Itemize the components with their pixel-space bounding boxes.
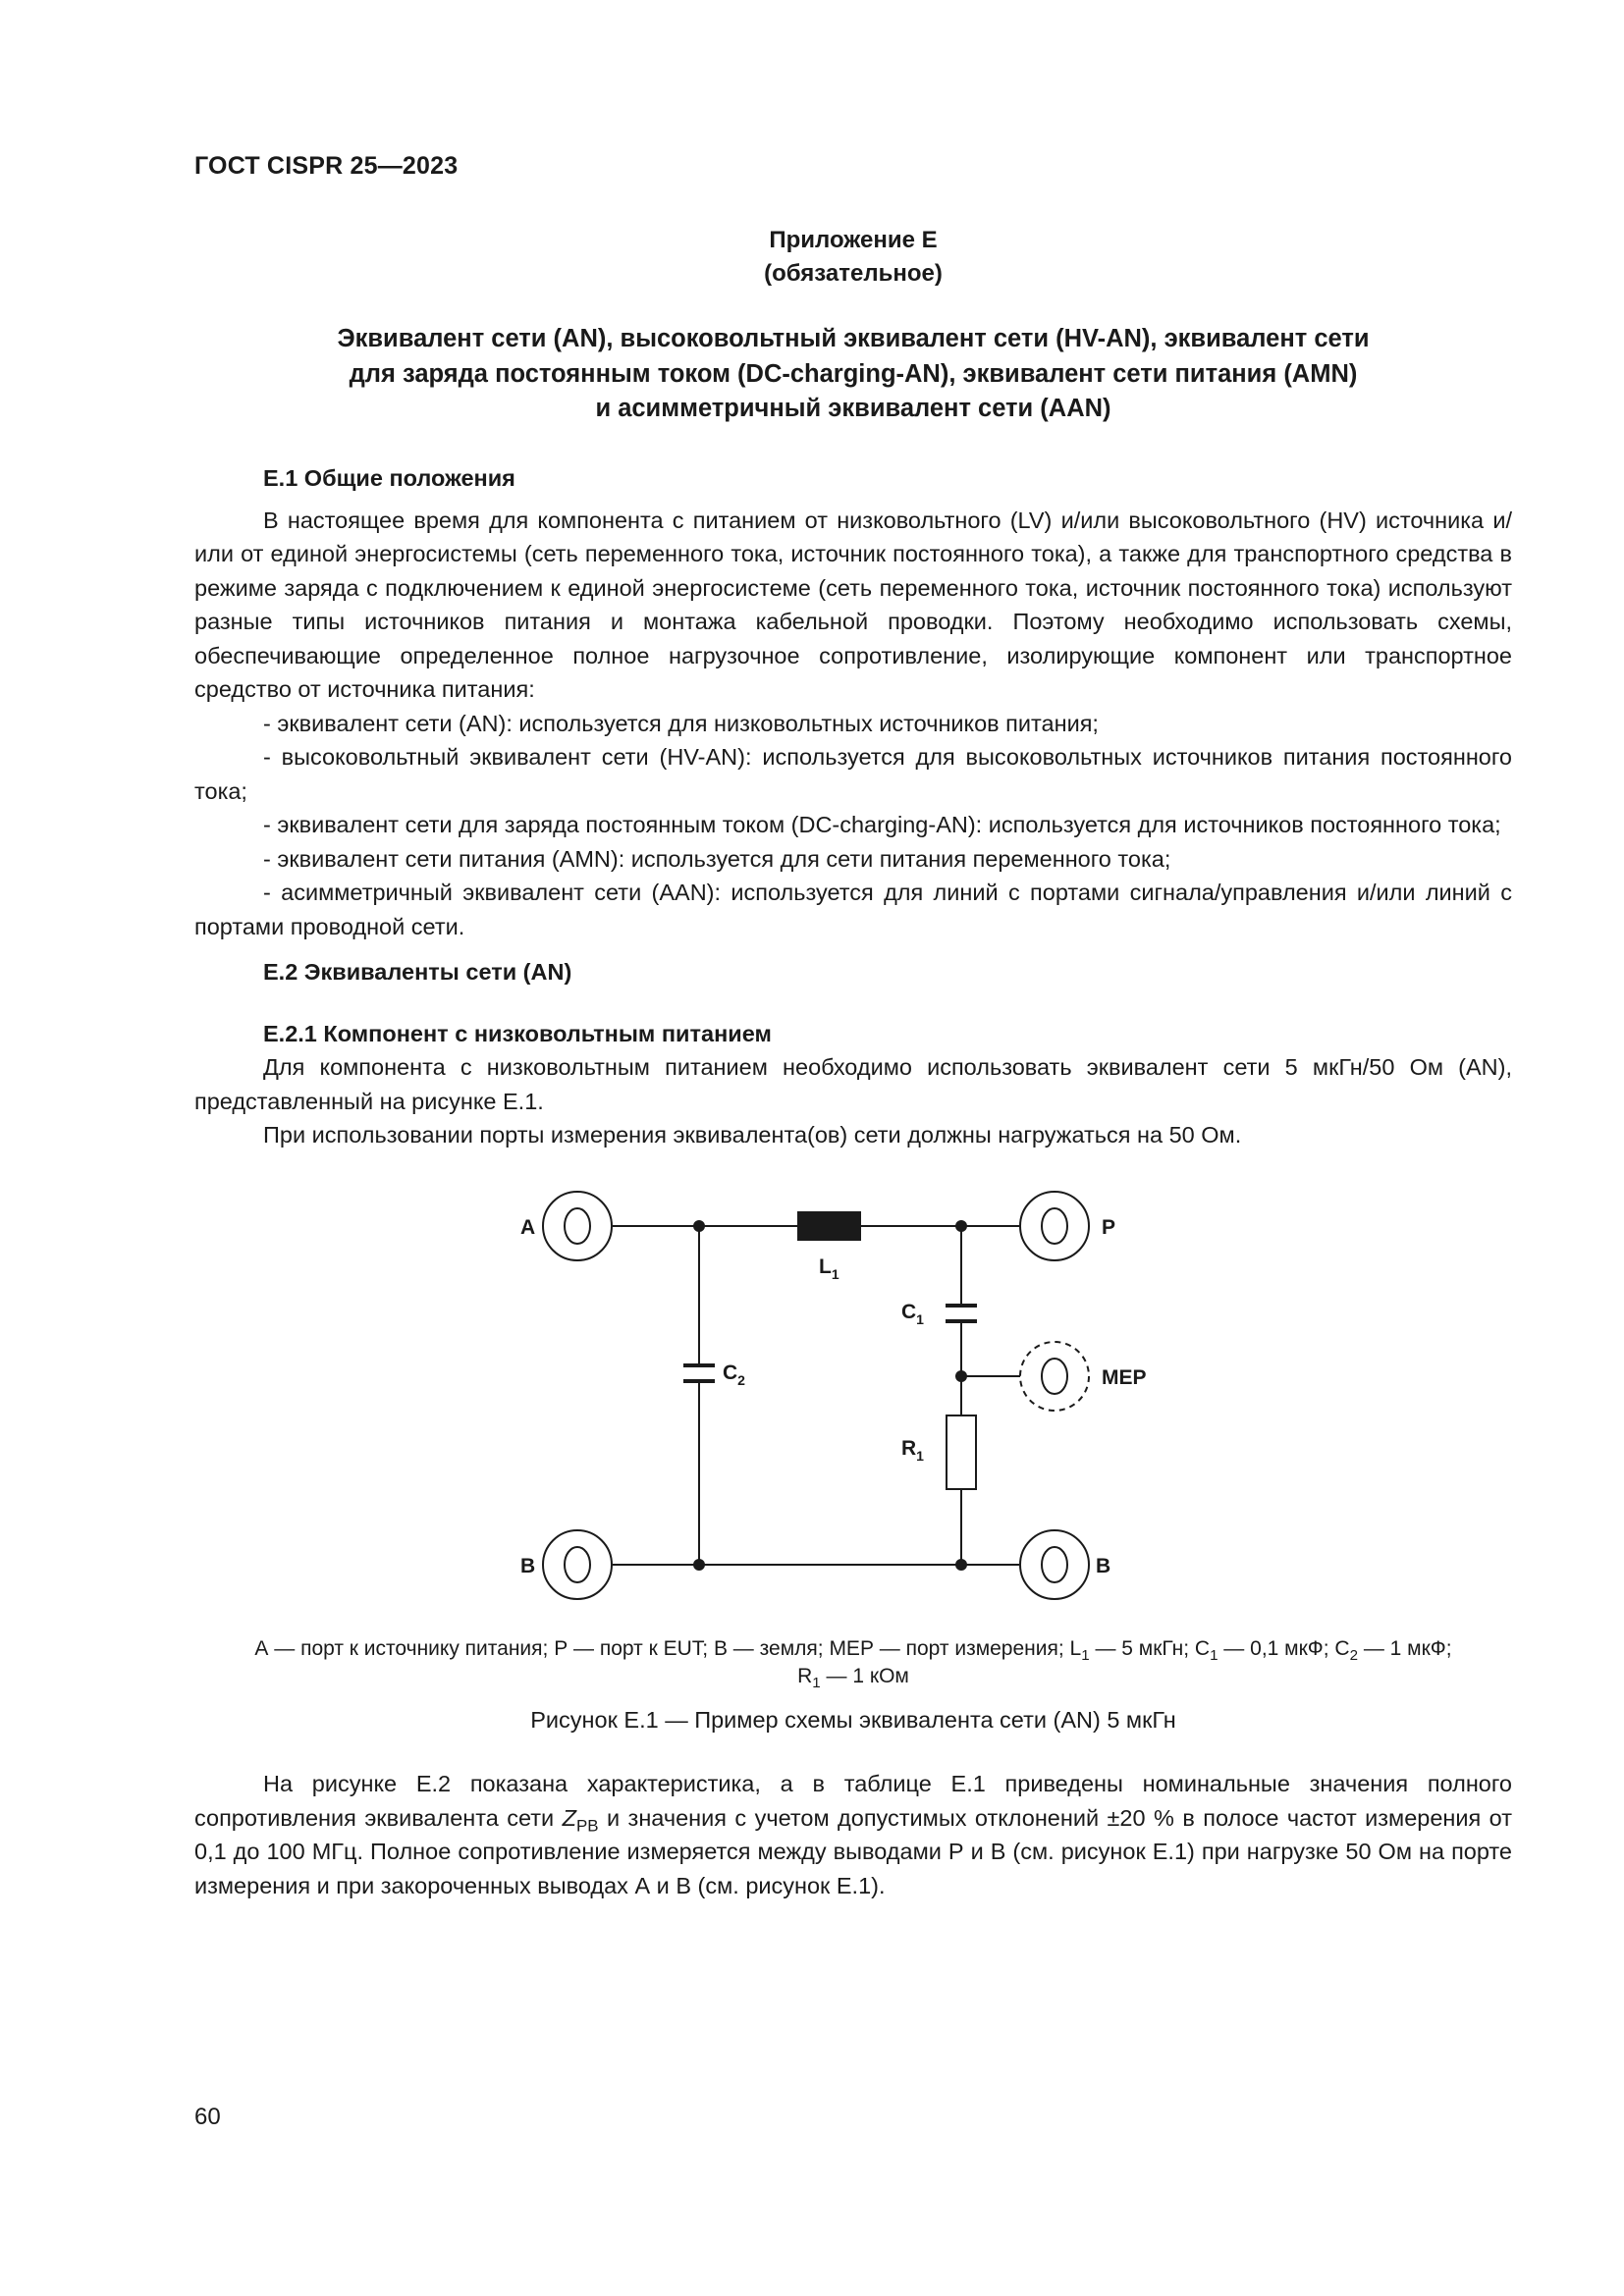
paragraph: При использовании порты измерения эквивалента(ов) сети должны нагружаться на 50 Ом.	[263, 1122, 1242, 1148]
label-port-mep: MEP	[1102, 1366, 1147, 1389]
paragraph-text: и значения с учетом допустимых отклонений ±20 % в полосе частот измерения от 0,1 до 100 МГц. Полное сопротивление измеряется между выводами Р и В (см. рисунок Е.1) при нагрузке 50 Ом на порте измерения и при закороченных выводах А и В (см. рисунок Е.1).	[194, 1804, 1512, 1898]
port-p-connector	[1020, 1192, 1089, 1260]
label-l1-symbol: L	[819, 1255, 832, 1278]
list-item: - высоковольтный эквивалент сети (HV-AN): используется для высоковольтных источников питания постоянного тока;	[194, 744, 1512, 804]
impedance-symbol: Z	[562, 1804, 576, 1831]
figure-legend-line	[194, 1635, 1512, 1663]
annex-main-title-line: и асимметричный эквивалент сети (AAN)	[595, 395, 1111, 422]
legend-text: — 1 мкФ;	[1358, 1637, 1452, 1660]
section-heading-e2: Е.2 Эквиваленты сети (AN)	[263, 959, 572, 985]
junction-node	[955, 1220, 967, 1232]
label-c1	[901, 1301, 924, 1327]
page-number: 60	[194, 2104, 221, 2130]
label-c1-symbol: C	[901, 1301, 917, 1323]
port-mep-connector	[1020, 1342, 1089, 1411]
legend-text: — 5 мкГн; С	[1089, 1637, 1211, 1660]
junction-node	[955, 1559, 967, 1571]
label-port-p: P	[1102, 1216, 1116, 1239]
legend-text: — 0,1 мкФ; С	[1218, 1637, 1350, 1660]
port-b-right-connector	[1020, 1530, 1089, 1599]
legend-subscript: 1	[812, 1674, 821, 1691]
label-r1-symbol: R	[901, 1437, 917, 1460]
resistor-r1	[947, 1415, 976, 1489]
inductor-l1	[797, 1211, 861, 1241]
paragraph-text: На рисунке Е.2 показана характеристика, а в таблице Е.1 приведены номинальные значения полного сопротивления эквивалента сети	[194, 1771, 1512, 1831]
circuit-diagram-e1	[491, 1168, 1237, 1620]
port-a-connector	[543, 1192, 612, 1260]
annex-main-title-line: для заряда постоянным током (DC-charging-AN), эквивалент сети питания (AMN)	[349, 359, 1358, 388]
label-r1	[901, 1437, 924, 1464]
junction-node	[955, 1370, 967, 1382]
label-port-a: A	[520, 1216, 536, 1239]
body-text-continued	[194, 1767, 1512, 1902]
paragraph: Для компонента с низковольтным питанием необходимо использовать эквивалент сети 5 мкГн/50 Ом (AN), представленный на рисунке Е.1.	[194, 1054, 1512, 1114]
list-item: - эквивалент сети для заряда постоянным током (DC-charging-AN): используется для источников постоянного тока;	[263, 812, 1501, 837]
label-r1-subscript: 1	[916, 1448, 924, 1464]
paragraph: В настоящее время для компонента с питанием от низковольтного (LV) и/или высоковольтного (HV) источника и/или от единой энергосистемы (сеть переменного тока, источник постоянного тока), а также для транспортного средства в режиме заряда с подключением к единой энергосистеме (сеть переменного тока, источник постоянного тока) используют разные типы источников питания и монтажа кабельной проводки. Поэтому необходимо использовать схемы, обеспечивающие определенное полное нагрузочное сопротивление, изолирующие компонент или транспортное средство от источника питания:	[194, 507, 1512, 702]
label-port-b-left: B	[520, 1555, 536, 1577]
list-item: - эквивалент сети (AN): используется для низковольтных источников питания;	[263, 710, 1099, 736]
annex-status: (обязательное)	[764, 260, 943, 287]
legend-subscript: 1	[1081, 1646, 1090, 1664]
annex-title: Приложение Е	[769, 227, 938, 253]
section-heading-e1: Е.1 Общие положения	[263, 465, 515, 491]
label-c1-subscript: 1	[916, 1311, 924, 1327]
label-port-b-right: B	[1096, 1555, 1111, 1577]
label-l1	[819, 1255, 839, 1282]
legend-text: — 1 кОм	[820, 1665, 909, 1687]
label-c2	[723, 1362, 745, 1388]
list-item: - эквивалент сети питания (AMN): используется для сети питания переменного тока;	[263, 845, 1171, 872]
annex-main-title	[194, 322, 1512, 427]
junction-node	[693, 1220, 705, 1232]
impedance-subscript: PB	[575, 1815, 599, 1835]
subsection-heading-e2-1: Е.2.1 Компонент с низковольтным питанием	[263, 1020, 772, 1046]
legend-text: R	[797, 1665, 813, 1687]
legend-text: А — порт к источнику питания; Р — порт к EUT; В — земля; МЕР — порт измерения; L	[254, 1637, 1082, 1660]
annex-heading-block	[194, 224, 1512, 427]
legend-subscript: 1	[1210, 1646, 1218, 1664]
label-c2-symbol: C	[723, 1362, 738, 1384]
paragraph	[194, 1767, 1512, 1902]
body-text	[194, 461, 1512, 1152]
figure-legend	[194, 1635, 1512, 1690]
label-l1-subscript: 1	[831, 1266, 839, 1282]
junction-node	[693, 1559, 705, 1571]
running-head: ГОСТ CISPR 25—2023	[194, 152, 459, 180]
figure-caption: Рисунок Е.1 — Пример схемы эквивалента сети (AN) 5 мкГн	[530, 1707, 1176, 1733]
annex-main-title-line: Эквивалент сети (AN), высоковольтный эквивалент сети (HV-AN), эквивалент сети	[337, 325, 1370, 352]
list-item: - асимметричный эквивалент сети (AAN): используется для линий с портами сигнала/управления и/или линий с портами проводной сети.	[194, 880, 1512, 939]
label-c2-subscript: 2	[737, 1372, 745, 1388]
port-b-left-connector	[543, 1530, 612, 1599]
legend-subscript: 2	[1349, 1646, 1358, 1664]
figure-legend-line	[194, 1663, 1512, 1690]
